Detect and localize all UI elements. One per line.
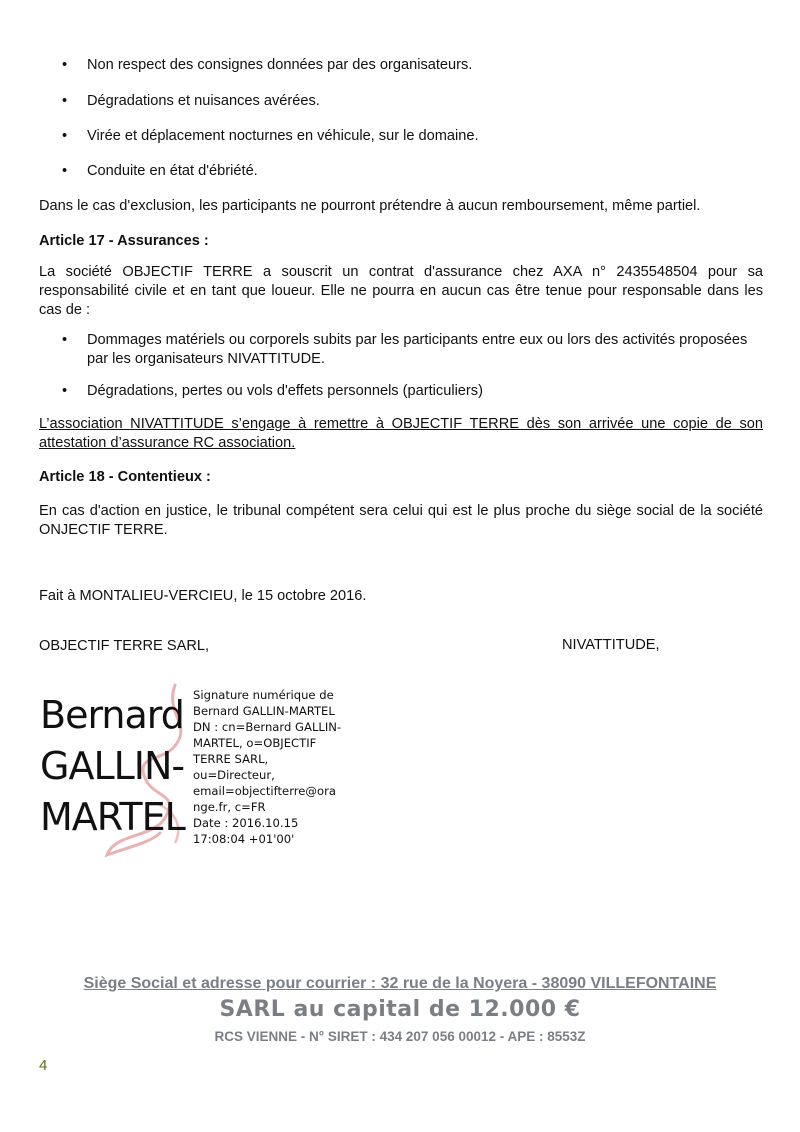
list-item [62,382,763,401]
page-number: 4 [39,1057,48,1074]
bullet-marker: • [62,163,68,179]
list-item [62,127,763,146]
list-item-text: Non respect des consignes données par des organisateurs. [87,57,473,73]
footer-registration: RCS VIENNE - N° SIRET : 434 207 056 00012 - APE : 8553Z [214,1029,586,1044]
list-item-text: Virée et déplacement nocturnes en véhicule, sur le domaine. [87,128,479,144]
signature-detail-line: DN : cn=Bernard GALLIN- [193,720,342,734]
signature-name [40,690,185,843]
signatory-left: OBJECTIF TERRE SARL, [39,638,210,654]
exclusion-paragraph: Dans le cas d'exclusion, les participants ne pourront prétendre à aucun remboursement, même partiel. [39,198,701,214]
article-17-heading: Article 17 - Assurances : [39,233,209,249]
list-item-text: Conduite en état d'ébriété. [87,163,258,179]
signature-details [193,687,368,847]
list-item-text: Dommages matériels ou corporels subits par les participants entre eux ou lors des activités proposées par les organisateurs NIVATTITUDE. [87,332,748,367]
bullet-marker: • [62,383,68,399]
list-item [62,331,763,369]
article-17-intro: La société OBJECTIF TERRE a souscrit un contrat d'assurance chez AXA n° 2435548504 pour sa responsabilité civile et en tant que loueur. Elle ne pourra en aucun cas être tenue pour responsable dans les cas de : [39,264,763,318]
signatory-right: NIVATTITUDE, [562,637,660,653]
bullet-marker: • [62,332,68,348]
signature-name-line: GALLIN- [40,744,185,788]
list-item-text: Dégradations, pertes ou vols d'effets personnels (particuliers) [87,383,483,399]
list-item [62,162,763,181]
signature-detail-line: email=objectifterre@ora [193,784,336,798]
bullet-marker: • [62,128,68,144]
footer-capital: SARL au capital de 12.000 € [219,997,581,1022]
article-18-heading: Article 18 - Contentieux : [39,469,211,485]
footer-address: Siège Social et adresse pour courrier : 32 rue de la Noyera - 38090 VILLEFONTAINE [83,975,717,992]
bullet-marker: • [62,57,68,73]
signature-detail-line: Signature numérique de [193,688,334,702]
signature-detail-line: nge.fr, c=FR [193,800,266,814]
signature-detail-line: ou=Directeur, [193,768,275,782]
list-item [62,56,763,75]
signature-detail-line: MARTEL, o=OBJECTIF [193,736,317,750]
insurance-note: L’association NIVATTITUDE s’engage à remettre à OBJECTIF TERRE dès son arrivée une copie de son attestation d’assurance RC association. [39,416,763,451]
list-item-text: Dégradations et nuisances avérées. [87,93,320,109]
list-item [62,92,763,111]
signature-detail-line: Bernard GALLIN-MARTEL [193,704,335,718]
signature-name-line: Bernard [40,693,184,737]
article-18-text: En cas d'action en justice, le tribunal compétent sera celui qui est le plus proche du siège social de la société ONJECTIF TERRE. [39,503,763,538]
signature-detail-line: 17:08:04 +01'00' [193,832,295,846]
bullet-marker: • [62,93,68,109]
signature-name-line: MARTEL [40,795,185,839]
place-date: Fait à MONTALIEU-VERCIEU, le 15 octobre 2016. [39,588,367,604]
signature-detail-line: Date : 2016.10.15 [193,816,299,830]
signature-detail-line: TERRE SARL, [193,752,269,766]
